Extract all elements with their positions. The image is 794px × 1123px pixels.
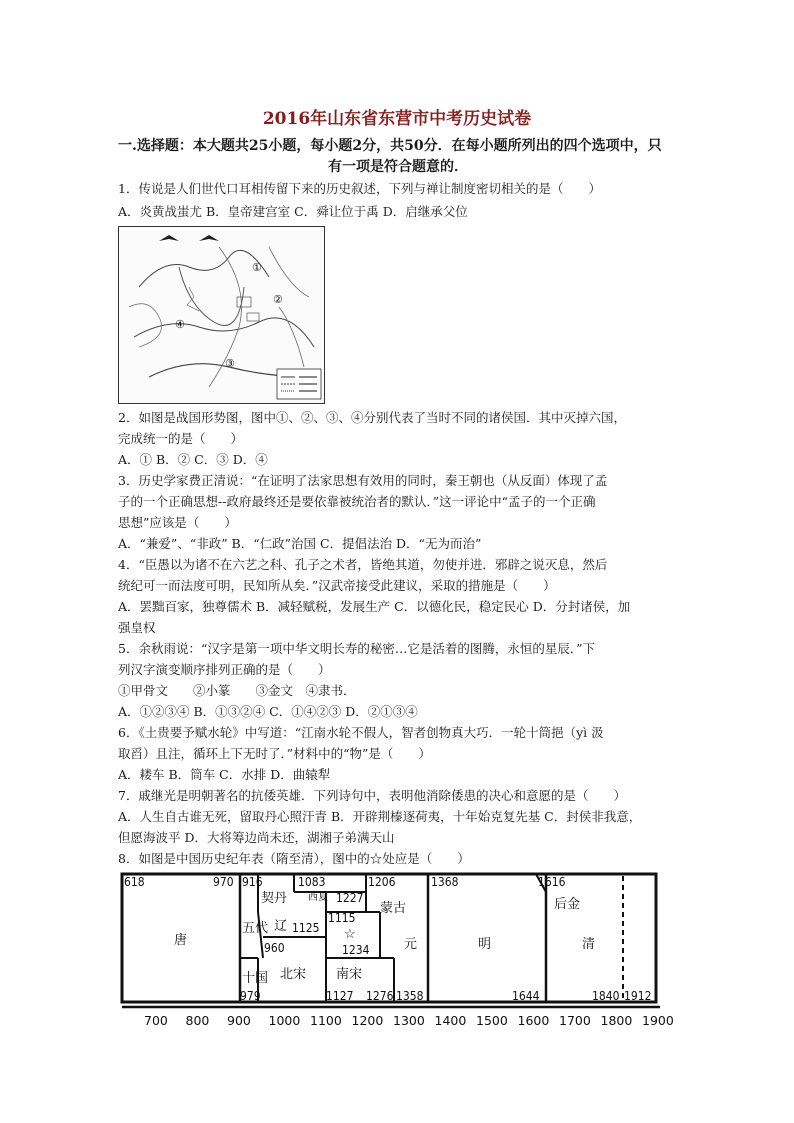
star-end: 1234 bbox=[342, 943, 370, 957]
map-region bbox=[247, 313, 259, 321]
timeline-frame bbox=[122, 874, 656, 1002]
ming-start: 1368 bbox=[431, 875, 459, 889]
nansong-label: 南宋 bbox=[336, 967, 363, 982]
q6-line2: 取舀）且注，循环上下无时了．”材料中的“物”是（ ） bbox=[118, 746, 431, 761]
q5-options: A．①②③④ B．①③②④ C．①④②③ D．②①③④ bbox=[118, 704, 418, 719]
wudai-label: 五代 bbox=[242, 921, 269, 936]
q4-line1: 4．“臣愚以为诸不在六艺之科、孔子之术者，皆绝其道，勿使并进．邪辟之说灭息，然后 bbox=[118, 557, 608, 572]
tang-end: 970 bbox=[213, 875, 234, 889]
axis-label-1100: 1100 bbox=[310, 1013, 342, 1028]
dynasty-timeline bbox=[118, 872, 680, 1032]
q2-stem-line2: 完成统一的是（ ） bbox=[118, 431, 244, 446]
axis-labels bbox=[144, 1013, 674, 1028]
qing-end: 1912 bbox=[624, 989, 652, 1003]
section-heading-line1: 一.选择题：本大题共25小题，每小题2分，共50分．在每小题所列出的四个选项中，只 bbox=[118, 138, 662, 154]
map-arrow-mark bbox=[199, 235, 219, 241]
timeline-chart bbox=[118, 872, 680, 1032]
section-heading-line2: 有一项是符合题意的． bbox=[328, 159, 468, 175]
beisong-start: 960 bbox=[264, 941, 285, 955]
axis-label-1000: 1000 bbox=[268, 1013, 301, 1028]
qing-label: 清 bbox=[582, 937, 596, 952]
khitan-start: 916 bbox=[242, 875, 263, 889]
q3-line1: 3．历史学家费正清说：“在证明了法家思想有效用的同时，秦王朝也（从反面）体现了孟 bbox=[118, 473, 608, 488]
liao-end: 1125 bbox=[292, 921, 320, 935]
map-arrow-mark bbox=[159, 235, 179, 241]
map-marker-2: ② bbox=[273, 293, 283, 306]
q3-line2: 子的一个正确思想--政府最终还是要依靠被统治者的默认．”这一评论中“孟子的一个正确 bbox=[118, 494, 596, 509]
map-coast bbox=[269, 247, 309, 297]
q1-stem: 1．传说是人们世代口耳相传留下来的历史叙述，下列与禅让制度密切相关的是（ ） bbox=[118, 181, 601, 196]
houjin-start: 1616 bbox=[538, 875, 566, 889]
q8-stem: 8．如图是中国历史纪年表（隋至清），图中的☆处应是（ ） bbox=[118, 851, 470, 866]
xixia-start: 1083 bbox=[298, 875, 326, 889]
qing-mark: 1840 bbox=[592, 989, 620, 1003]
map-marker-3: ③ bbox=[225, 357, 235, 370]
q4-options-line1: A．罢黜百家，独尊儒术 B．减轻赋税，发展生产 C．以德化民，稳定民心 D．分封诸侯，加 bbox=[118, 599, 631, 614]
axis-label-1900: 1900 bbox=[642, 1013, 674, 1028]
nansong-end: 1276 bbox=[366, 989, 394, 1003]
map-river bbox=[179, 267, 244, 325]
axis-label-900: 900 bbox=[227, 1013, 251, 1028]
q4-line2: 统纪可一而法度可明，民知所从矣．”汉武帝接受此建议，采取的措施是（ ） bbox=[118, 578, 556, 593]
liao-label: 辽 bbox=[274, 919, 288, 934]
map-region bbox=[237, 297, 251, 307]
page-title: 2016年山东省东营市中考历史试卷 bbox=[262, 109, 532, 129]
shiguo-end: 979 bbox=[240, 989, 261, 1003]
tang-start: 618 bbox=[124, 875, 145, 889]
beisong-end: 1127 bbox=[326, 989, 354, 1003]
beisong-label: 北宋 bbox=[280, 967, 307, 982]
q5-items: ①甲骨文 ②小篆 ③金文 ④隶书． bbox=[118, 683, 356, 698]
shiguo-label: 十国 bbox=[242, 971, 269, 986]
axis-label-700: 700 bbox=[144, 1013, 168, 1028]
map-border bbox=[139, 250, 269, 287]
q2-options: A．① B．② C．③ D．④ bbox=[118, 452, 268, 467]
q3-options: A．“兼爱”、“非政” B．“仁政”治国 C．提倡法治 D．“无为而治” bbox=[118, 536, 482, 551]
q7-line1: 7．戚继光是明朝著名的抗倭英雄．下列诗句中，表明他消除倭患的决心和意愿的是（ ） bbox=[118, 788, 626, 803]
yuan-end: 1358 bbox=[396, 989, 424, 1003]
khitan-label: 契丹 bbox=[261, 891, 288, 906]
axis-label-1700: 1700 bbox=[559, 1013, 591, 1028]
xixia-label: 西夏 bbox=[308, 892, 328, 903]
axis-label-1800: 1800 bbox=[600, 1013, 633, 1028]
ming-end: 1644 bbox=[512, 989, 540, 1003]
q7-line3: 但愿海波平 D．大将筹边尚未还，湖湘子弟满天山 bbox=[118, 830, 395, 845]
axis-label-1300: 1300 bbox=[393, 1013, 425, 1028]
axis-label-1400: 1400 bbox=[434, 1013, 467, 1028]
map-drawing bbox=[119, 227, 324, 403]
map-border bbox=[129, 304, 162, 347]
ming-label: 明 bbox=[478, 937, 492, 952]
q5-line2: 列汉字演变顺序排列正确的是（ ） bbox=[118, 662, 331, 677]
axis-label-1500: 1500 bbox=[476, 1013, 508, 1028]
map-marker-1: ① bbox=[252, 261, 262, 274]
q3-line3: 思想”应该是（ ） bbox=[118, 515, 237, 530]
axis-label-1200: 1200 bbox=[351, 1013, 384, 1028]
map-coast bbox=[279, 307, 304, 367]
map-marker-4: ④ bbox=[175, 318, 185, 331]
star-start: 1115 bbox=[328, 911, 356, 925]
yuan-label: 元 bbox=[404, 937, 418, 952]
tang-label: 唐 bbox=[174, 933, 188, 948]
star-label: ☆ bbox=[344, 927, 356, 942]
menggu-start: 1206 bbox=[368, 875, 396, 889]
q4-options-line2: 强皇权 bbox=[118, 620, 156, 635]
q2-stem-line1: 2．如图是战国形势图，图中①、②、③、④分别代表了当时不同的诸侯国．其中灭掉六国， bbox=[118, 410, 626, 425]
axis-label-1600: 1600 bbox=[517, 1013, 550, 1028]
menggu-label: 蒙古 bbox=[380, 901, 407, 916]
xixia-end: 1227 bbox=[336, 891, 364, 905]
q6-options: A．耧车 B．筒车 C．水排 D．曲辕犁 bbox=[118, 767, 331, 782]
houjin-label: 后金 bbox=[554, 897, 581, 912]
warring-states-map bbox=[118, 226, 325, 404]
q7-line2: A．人生自古谁无死，留取丹心照汗青 B．开辟荆榛逐荷夷，十年始克复先基 C．封侯非我意， bbox=[118, 809, 642, 824]
axis-label-800: 800 bbox=[185, 1013, 210, 1028]
q1-options: A．炎黄战蚩尤 B．皇帝建宫室 C．舜让位于禹 D．启继承父位 bbox=[118, 204, 468, 219]
q6-line1: 6．《土贵要予赋水轮》中写道：“江南水轮不假人，智者创物真大巧．一轮十筒挹（yì 汲 bbox=[118, 725, 604, 740]
section-heading bbox=[118, 136, 678, 178]
q5-line1: 5．余秋雨说：“汉字是第一项中华文明长寿的秘密…它是活着的图腾，永恒的星辰．”下 bbox=[118, 641, 595, 656]
